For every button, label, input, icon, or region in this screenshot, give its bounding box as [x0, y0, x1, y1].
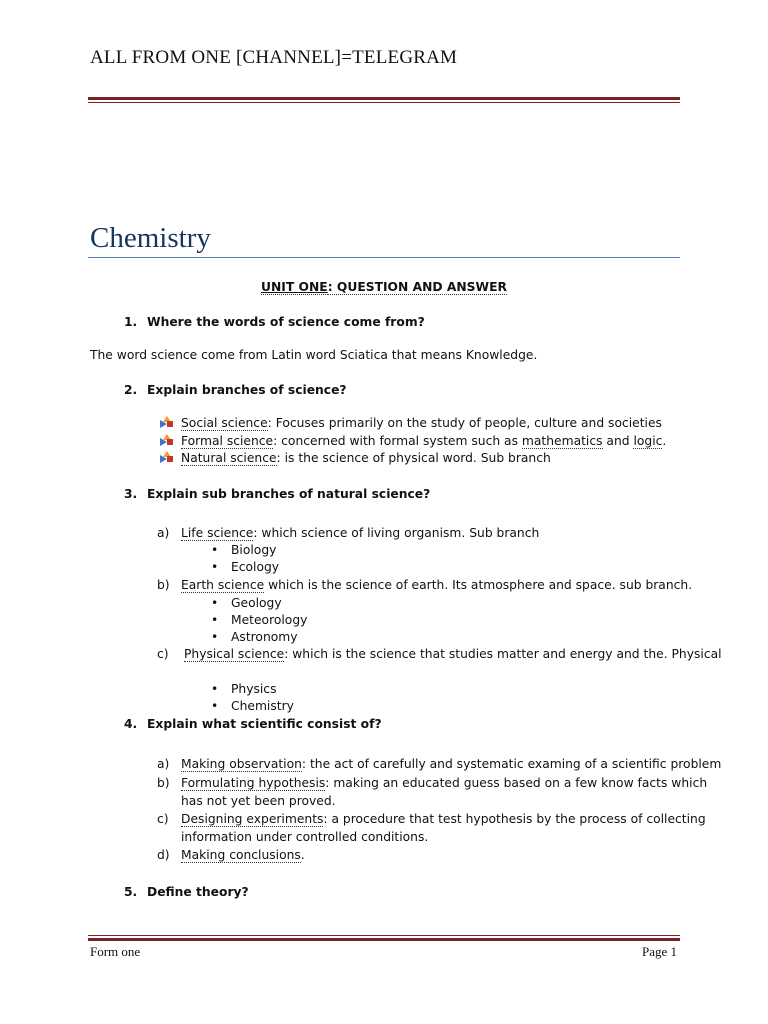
item-label: c) [157, 647, 169, 661]
unit-heading [0, 279, 768, 296]
list-item [211, 612, 307, 629]
step-item [157, 756, 721, 773]
sub-branch-term: Life science [181, 526, 254, 540]
mathematics-term: mathematics [521, 434, 603, 448]
step-term: Designing experiments [181, 812, 324, 826]
question-text: Explain what scientific consist of? [147, 717, 382, 731]
sub-branch-description: : which science of living organism. Sub branch [253, 526, 540, 540]
step-term: Making conclusions [181, 848, 301, 862]
question-4 [124, 716, 382, 733]
list-item-text: Ecology [231, 560, 280, 574]
item-label: d) [157, 848, 170, 862]
sub-branch-item [157, 525, 539, 542]
sub-branch-item [157, 646, 722, 663]
list-item [211, 542, 276, 559]
list-item-text: Astronomy [231, 630, 298, 644]
step-description: . [300, 848, 305, 862]
question-number: 1. [124, 315, 138, 329]
branch-term: Social science [181, 416, 268, 430]
punctuation: . [662, 434, 667, 448]
branch-item [160, 450, 551, 467]
logic-term: logic [633, 434, 663, 448]
list-item-text: Chemistry [231, 699, 294, 713]
question-text: Explain branches of science? [147, 383, 347, 397]
question-5 [124, 884, 249, 901]
title-underline [88, 257, 680, 258]
question-number: 4. [124, 717, 138, 731]
header-divider [88, 97, 680, 100]
branch-item [160, 415, 662, 432]
bullet-icon: • [211, 613, 219, 627]
branch-description: : is the science of physical word. Sub branch [276, 451, 551, 465]
step-term: Making observation [181, 757, 302, 771]
branch-description: : concerned with formal system such as [273, 434, 522, 448]
arrow-bullet-icon [160, 434, 174, 446]
bullet-icon: • [211, 560, 219, 574]
step-description: : the act of carefully and systematic examing of a scientific problem [301, 757, 722, 771]
branch-term: Natural science [181, 451, 277, 465]
list-item [211, 681, 276, 698]
sub-branch-description: : which is the science that studies matter and energy and the. Physical [284, 647, 722, 661]
question-text: Where the words of science come from? [147, 315, 425, 329]
item-label: b) [157, 578, 170, 592]
list-item-text: Geology [231, 596, 282, 610]
branch-item [160, 433, 666, 450]
unit-heading-part2: : QUESTION AND ANSWER [327, 280, 507, 294]
header-divider-thin [88, 102, 680, 103]
footer-left-text: Form one [90, 944, 141, 959]
question-3 [124, 486, 430, 503]
sub-branch-description: which is the science of earth. Its atmosphere and space. sub branch. [264, 578, 693, 592]
list-item [211, 698, 294, 715]
step-description: : a procedure that test hypothesis by the process of collecting [323, 812, 706, 826]
sub-branch-term: Earth science [181, 578, 265, 592]
branch-description: : Focuses primarily on the study of people, culture and societies [267, 416, 662, 430]
list-item-text: Biology [231, 543, 277, 557]
step-item [157, 775, 707, 792]
footer-divider [88, 938, 680, 941]
conjunction: and [602, 434, 634, 448]
document-title: Chemistry [90, 222, 211, 254]
list-item-text: Physics [231, 682, 277, 696]
step-item [157, 811, 706, 828]
item-label: a) [157, 757, 170, 771]
bullet-icon: • [211, 543, 219, 557]
step-item [157, 847, 305, 864]
item-label: a) [157, 526, 170, 540]
question-number: 2. [124, 383, 138, 397]
question-number: 5. [124, 885, 138, 899]
footer-divider-thin [88, 935, 680, 936]
list-item [211, 595, 282, 612]
unit-heading-part1: UNIT ONE [261, 280, 328, 294]
question-1 [124, 314, 425, 331]
step-description: : making an educated guess based on a few know facts which [325, 776, 708, 790]
sub-branch-item [157, 577, 692, 594]
arrow-bullet-icon [160, 451, 174, 463]
list-item [211, 629, 298, 646]
question-number: 3. [124, 487, 138, 501]
list-item [211, 559, 279, 576]
question-2 [124, 382, 347, 399]
question-text: Define theory? [147, 885, 249, 899]
bullet-icon: • [211, 682, 219, 696]
branch-term: Formal science [181, 434, 274, 448]
item-label: b) [157, 776, 170, 790]
bullet-icon: • [211, 630, 219, 644]
step-continuation: information under controlled conditions. [181, 830, 429, 844]
arrow-bullet-icon [160, 416, 174, 428]
sub-branch-term: Physical science [184, 647, 285, 661]
question-text: Explain sub branches of natural science? [147, 487, 431, 501]
list-item-text: Meteorology [231, 613, 308, 627]
header-title: ALL FROM ONE [CHANNEL]=TELEGRAM [90, 47, 458, 68]
bullet-icon: • [211, 596, 219, 610]
page-number: Page 1 [641, 944, 677, 959]
bullet-icon: • [211, 699, 219, 713]
step-term: Formulating hypothesis [181, 776, 326, 790]
item-label: c) [157, 812, 169, 826]
step-continuation: has not yet been proved. [181, 794, 336, 808]
answer-1: The word science come from Latin word Sciatica that means Knowledge. [90, 348, 538, 362]
